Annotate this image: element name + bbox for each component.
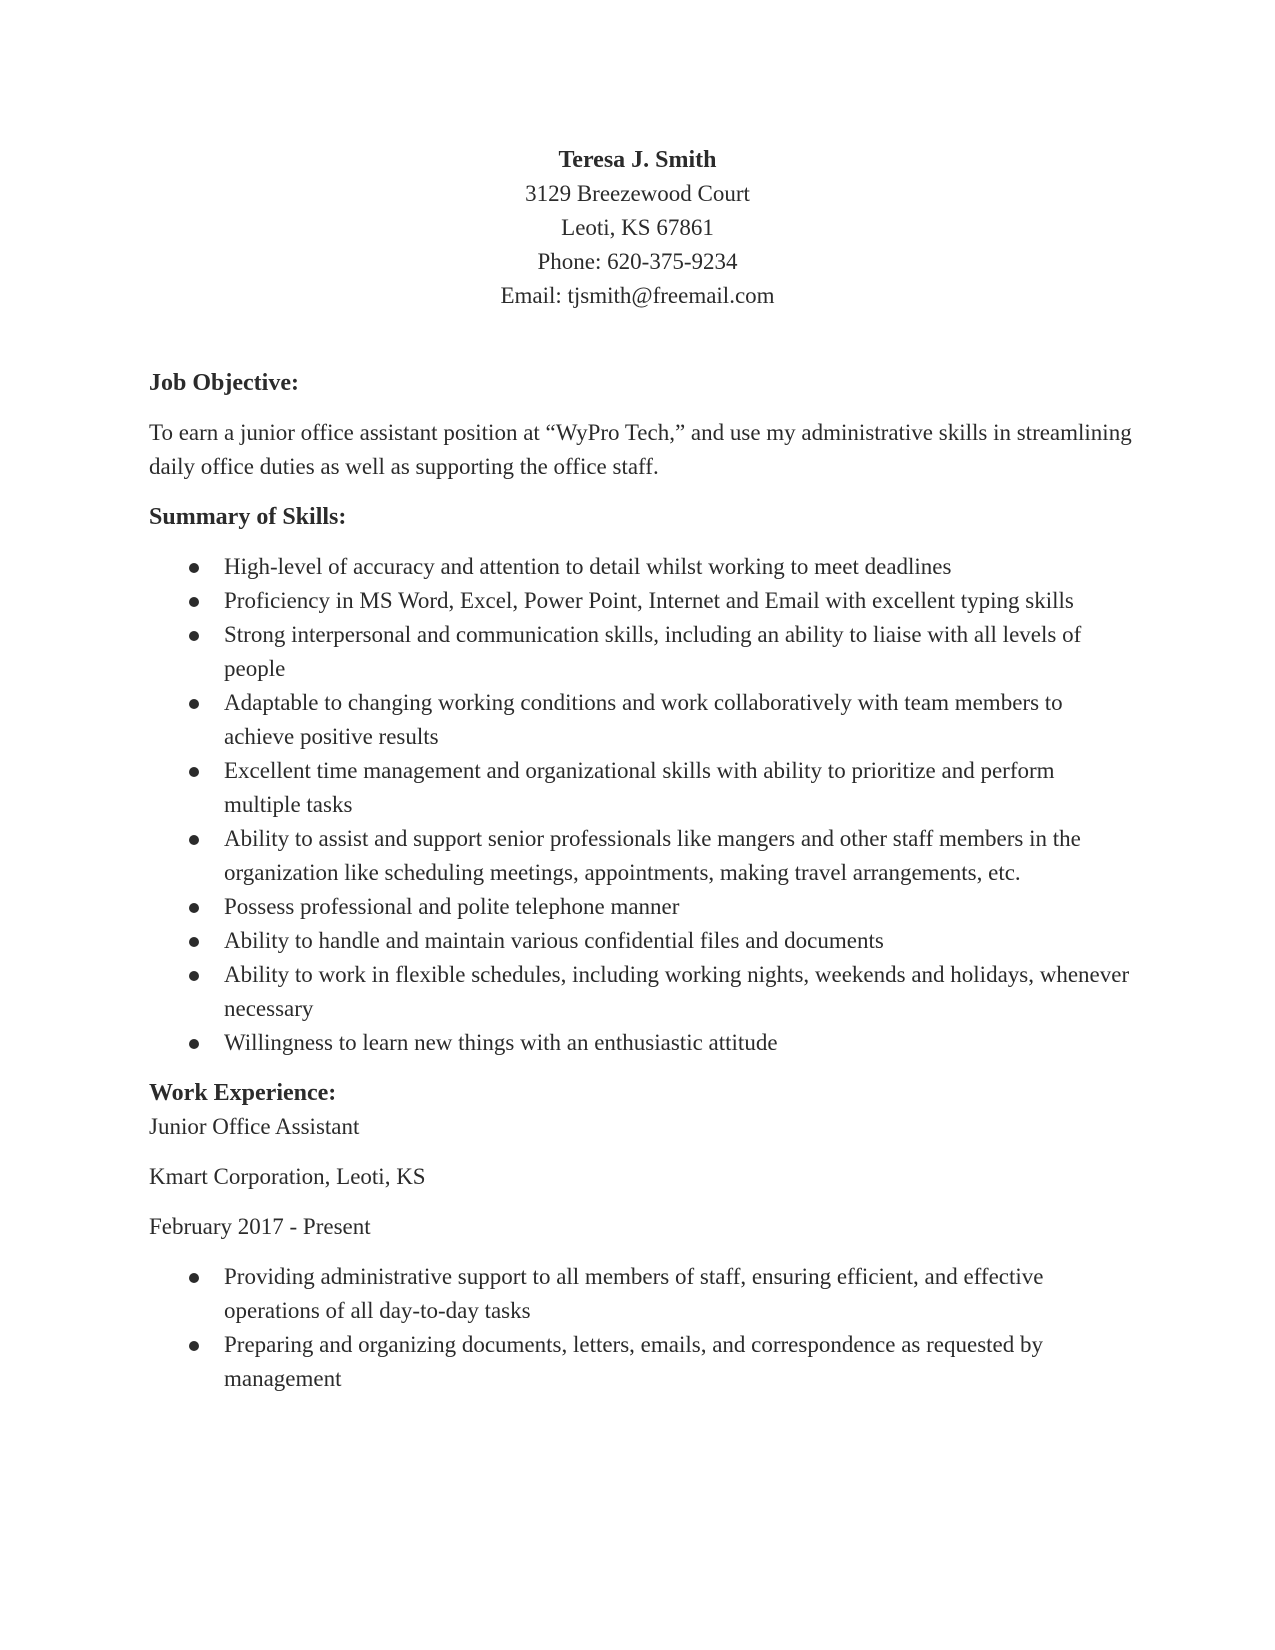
employment-dates: February 2017 - Present — [149, 1214, 371, 1239]
objective-text: To earn a junior office assistant position at “WyPro Tech,” and use my administrative skills in streamlining daily office duties as well as supporting the office staff. — [149, 420, 1132, 479]
email-address: Email: tjsmith@freemail.com — [500, 283, 775, 308]
resume-body — [149, 366, 1134, 1396]
bullet-icon — [189, 1039, 199, 1049]
skill-text: Adaptable to changing working conditions and work collaboratively with team members to achieve positive results — [224, 690, 1063, 749]
skill-text: Strong interpersonal and communication skills, including an ability to liaise with all levels of people — [224, 622, 1082, 681]
city-state-zip: Leoti, KS 67861 — [561, 215, 714, 240]
candidate-name: Teresa J. Smith — [558, 147, 717, 173]
bullet-icon — [189, 563, 199, 573]
skill-text: Possess professional and polite telephone manner — [224, 894, 680, 919]
bullet-icon — [189, 903, 199, 913]
bullet-icon — [189, 1341, 199, 1351]
skill-text: Willingness to learn new things with an enthusiastic attitude — [224, 1030, 778, 1055]
skill-text: Ability to assist and support senior professionals like mangers and other staff members in the organization like scheduling meetings, appointments, making travel arrangements, etc. — [224, 826, 1081, 885]
skills-heading: Summary of Skills: — [149, 504, 347, 530]
list-item — [149, 754, 1134, 822]
duty-text: Preparing and organizing documents, letters, emails, and correspondence as requested by management — [224, 1332, 1044, 1391]
skill-text: High-level of accuracy and attention to detail whilst working to meet deadlines — [224, 554, 952, 579]
bullet-icon — [189, 631, 199, 641]
list-item — [149, 958, 1134, 1026]
experience-heading: Work Experience: — [149, 1080, 337, 1106]
contact-header — [0, 143, 1275, 313]
experience-list — [149, 1260, 1134, 1396]
bullet-icon — [189, 1273, 199, 1283]
list-item — [149, 584, 1134, 618]
list-item — [149, 618, 1134, 686]
bullet-icon — [189, 699, 199, 709]
skill-text: Ability to handle and maintain various confidential files and documents — [224, 928, 884, 953]
list-item — [149, 890, 1134, 924]
list-item — [149, 686, 1134, 754]
list-item — [149, 1328, 1134, 1396]
bullet-icon — [189, 597, 199, 607]
list-item — [149, 924, 1134, 958]
skill-text: Proficiency in MS Word, Excel, Power Point, Internet and Email with excellent typing skills — [224, 588, 1074, 613]
duty-text: Providing administrative support to all members of staff, ensuring efficient, and effective operations of all day-to-day tasks — [224, 1264, 1044, 1323]
bullet-icon — [189, 971, 199, 981]
bullet-icon — [189, 767, 199, 777]
bullet-icon — [189, 937, 199, 947]
bullet-icon — [189, 835, 199, 845]
list-item — [149, 1260, 1134, 1328]
list-item — [149, 822, 1134, 890]
skill-text: Ability to work in flexible schedules, including working nights, weekends and holidays, whenever necessary — [224, 962, 1130, 1021]
list-item — [149, 550, 1134, 584]
list-item — [149, 1026, 1134, 1060]
street-address: 3129 Breezewood Court — [525, 181, 750, 206]
phone-number: Phone: 620-375-9234 — [537, 249, 738, 274]
company-location: Kmart Corporation, Leoti, KS — [149, 1164, 426, 1189]
skills-list — [149, 550, 1134, 1060]
objective-heading: Job Objective: — [149, 370, 299, 396]
job-title: Junior Office Assistant — [149, 1114, 360, 1139]
skill-text: Excellent time management and organizational skills with ability to prioritize and perform multiple tasks — [224, 758, 1055, 817]
